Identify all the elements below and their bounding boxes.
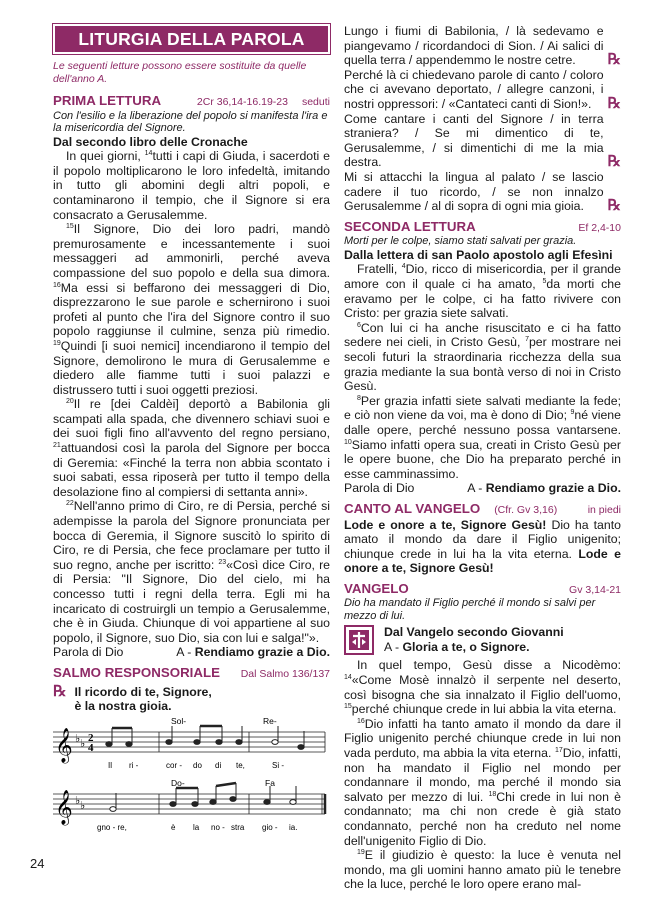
lyric: no - bbox=[211, 822, 225, 832]
intro-note: Le seguenti letture possono essere sostituite da quelle dell'anno A. bbox=[53, 60, 307, 85]
lyric: stra bbox=[231, 822, 245, 832]
response-text: Rendiamo grazie a Dio. bbox=[485, 481, 621, 496]
lyric: cor - bbox=[166, 760, 182, 770]
gospel-ref: Gv 3,14-21 bbox=[569, 583, 621, 596]
lyric: è bbox=[171, 822, 176, 832]
psalm-ref: Dal Salmo 136/137 bbox=[240, 667, 330, 680]
lyric: ri - bbox=[129, 760, 139, 770]
lyric: la bbox=[193, 822, 200, 832]
lyric: te, bbox=[236, 760, 245, 770]
lyric: Si - bbox=[272, 760, 284, 770]
second-reading-p1: Fratelli, $^4$Dio, ricco di misericordia, per il grande amore con il quale ci ha amato, $^5$da morti che eravamo per le colpe, ci ha fatto rivivere con Cristo: per grazia siete salvati. bbox=[344, 262, 621, 321]
flat-icon: ♭ bbox=[75, 731, 81, 745]
word-of-god-label: Parola di Dio bbox=[344, 481, 415, 496]
svg-text:𝄞: 𝄞 bbox=[55, 789, 73, 825]
lyric: do bbox=[193, 760, 202, 770]
psalm-stanza-3: Come cantare i canti del Signore / in terra straniera? / Se mi dimentico di te, Gerusalemme, / si dimentichi di me la mia destra. ℞ bbox=[344, 111, 621, 171]
response-symbol-icon: ℞ bbox=[607, 153, 621, 171]
first-reading-posture: seduti bbox=[301, 96, 330, 108]
gospel-response: Gloria a te, o Signore. bbox=[402, 640, 530, 655]
psalm-stanza-2: Perché là ci chiedevano parole di canto / coloro che ci avevano deportato, / allegre canzoni, i nostri oppressori: / «Cantateci canti di Sion!». ℞ bbox=[344, 67, 621, 112]
second-reading-source: Dalla lettera di san Paolo apostolo agli Efesìni bbox=[344, 247, 613, 262]
word-of-god-label: Parola di Dio bbox=[53, 645, 124, 660]
gospel-acclamation-ref: (Cfr. Gv 3,16) bbox=[494, 503, 558, 516]
psalm-stanza-1: Lungo i fiumi di Babilonia, / là sedevamo e piangevamo / ricordandoci di Sion. / Ai salici di quella terra / appendemmo le nostre cetre. ℞ bbox=[344, 24, 621, 69]
gospel-p2: $^{16}$Dio infatti ha tanto amato il mondo da dare il Figlio unigenito perché chiunque crede in lui non vada perduto, ma abbia la vita eterna. $^{17}$Dio, infatti, non ha mandato il Figlio nel mondo per condannare il mondo, ma perché il mondo sia salvato per mezzo di lui. $^{18}$Chi crede in lui non è condannato; ma chi non crede è già stato condannato, perché non ha creduto nel nome dell'unigenito Figlio di Dio. bbox=[344, 716, 621, 848]
first-reading-p4: $^{22}$Nell'anno primo di Ciro, re di Persia, perché si adempisse la parola del Signore pronunciata per bocca di Geremia, il Signore suscitò lo spirito di Ciro, re di Persia, che fece proclamare per tutto il suo regno, anche per iscritto: $^{23}$«Così dice Ciro, re di Persia: "Il Signore, Dio del cielo, mi ha concesso tutti i regni della terra. Egli mi ha incaricato di costruirgli un tempio a Gerusalemme, che è in Giuda. Chiunque di voi appartiene al suo popolo, il Signore, suo Dio, sia con lui e salga!"». bbox=[53, 499, 330, 645]
second-reading-response: Parola di Dio A - Rendiamo grazie a Dio. bbox=[344, 481, 621, 496]
svg-text:♭: ♭ bbox=[80, 798, 86, 812]
lyric: gio - bbox=[262, 822, 278, 832]
left-column bbox=[53, 24, 330, 836]
page-number: 24 bbox=[30, 856, 45, 871]
psalm-refrain bbox=[53, 682, 330, 714]
response-symbol-icon: ℞ bbox=[607, 51, 621, 69]
lyric: ia. bbox=[289, 822, 298, 832]
svg-text:♭: ♭ bbox=[75, 793, 81, 807]
gospel-book-icon bbox=[344, 625, 374, 655]
second-reading-p3: $^8$Per grazia infatti siete salvati mediante la fede; e ciò non viene da voi, ma è dono di Dio; $^9$né viene dalle opere, perché nessuno possa vantarsene. $^{10}$Siamo infatti opera sua, creati in Cristo Gesù per le opere buone, che Dio ha preparato perché in esse camminassimo. bbox=[344, 393, 621, 481]
refrain-line-2: è la nostra gioia. bbox=[74, 699, 172, 714]
gospel-acclamation-text: Lode e onore a te, Signore Gesù! Dio ha tanto amato il mondo da dare il Figlio unigenito; chiunque crede in lui ha la vita eterna. Lode e onore a te, Signore Gesù! bbox=[344, 517, 621, 576]
response-symbol-icon: ℞ bbox=[607, 197, 621, 215]
svg-text:♭: ♭ bbox=[80, 736, 86, 750]
first-reading-p2: $^{15}$Il Signore, Dio dei loro padri, mandò premurosamente e incessantemente i suoi messaggeri ad ammonirli, perché aveva compassione del suo popolo e della sua dimora. $^{16}$Ma essi si beffarono dei messaggeri di Dio, disprezzarono le sue parole e schernirono i suoi profeti al punto che l'ira del Signore contro il suo popolo raggiunse il culmine, senza più rimedio. $^{19}$Quindi [i suoi nemici] incendiarono il tempio del Signore, demolirono le mura di Gerusalemme e diedero alle fiamme tutti i suoi palazzi e distrussero tutti i suoi oggetti preziosi. bbox=[53, 222, 330, 397]
first-reading-title: PRIMA LETTURA bbox=[53, 93, 162, 108]
lyric: gno - re, bbox=[97, 822, 127, 832]
response-symbol-icon: ℞ bbox=[53, 682, 67, 700]
gospel-p3: $^{19}$E il giudizio è questo: la luce è venuta nel mondo, ma gli uomini hanno amato più le tenebre che la luce, perché le loro opere erano mal- bbox=[344, 848, 621, 892]
gospel-title: VANGELO bbox=[344, 580, 409, 596]
refrain-line-1: Il ricordo di te, Signore, bbox=[74, 684, 212, 699]
gospel-summary: Dio ha mandato il Figlio perché il mondo si salvi per mezzo di lui. bbox=[344, 597, 596, 622]
gospel-source: Dal Vangelo secondo Giovanni bbox=[384, 625, 564, 640]
response-symbol-icon: ℞ bbox=[607, 94, 621, 112]
psalm-title: SALMO RESPONSORIALE bbox=[53, 664, 220, 680]
first-reading-source: Dal secondo libro delle Cronache bbox=[53, 134, 248, 149]
lyric: di bbox=[215, 760, 222, 770]
second-reading-p2: $^6$Con lui ci ha anche risuscitato e ci ha fatto sedere nei cieli, in Cristo Gesù, $^7$per mostrare nei secoli futuri la straordinaria ricchezza della sua grazia mediante la sua bontà verso di noi in Cristo Gesù. bbox=[344, 320, 621, 394]
music-staff bbox=[53, 718, 330, 836]
first-reading-p3: $^{20}$Il re [dei Caldèi] deportò a Babilonia gli scampati alla spada, che divennero schiavi suoi e dei suoi figli fino all'avvento del regno persiano, $^{21}$attuandosi così la parola del Signore per bocca di Geremia: «Finché la terra non abbia scontato i suoi sabati, essa riposerà per tutto il tempo della desolazione fino al compiersi di settanta anni». bbox=[53, 397, 330, 499]
psalm-header bbox=[53, 666, 330, 682]
second-reading-summary: Morti per le colpe, siamo stati salvati per grazia. bbox=[344, 235, 577, 248]
first-reading-ref: 2Cr 36,14-16.19-23 bbox=[196, 96, 288, 108]
first-reading-p1: In quei giorni, $^{14}$tutti i capi di Giuda, i sacerdoti e il popolo moltiplicarono le loro infedeltà, imitando in tutto gli abomini degli altri popoli, e contaminarono il tempio, che il Signore si era consacrato a Gerusalemme. bbox=[53, 149, 331, 222]
gospel-p1: In quel tempo, Gesù disse a Nicodèmo: $^{14}$«Come Mosè innalzò il serpente nel deserto, così bisogna che sia innalzato il Figlio dell'uomo, $^{15}$perché chiunque crede in lui abbia la vita eterna. bbox=[344, 658, 621, 717]
chord-label: Re- bbox=[263, 717, 277, 726]
first-reading-header bbox=[53, 94, 330, 110]
treble-clef-icon: 𝄞 bbox=[55, 727, 73, 763]
gospel-intro: Dal Vangelo secondo Giovanni A - Gloria a te, o Signore. bbox=[344, 625, 621, 655]
gospel-acclamation-title: CANTO AL VANGELO bbox=[344, 500, 481, 516]
second-reading-header bbox=[344, 220, 621, 236]
time-sig-bottom: 4 bbox=[88, 741, 94, 754]
psalm-stanza-4: Mi si attacchi la lingua al palato / se lascio cadere il tuo ricordo, / se non innalzo Gerusalemme / al di sopra di ogni mia gioia. ℞ bbox=[344, 169, 621, 215]
first-reading-summary: Con l'esilio e la liberazione del popolo si manifesta l'ira e la misericordia del Signore. bbox=[53, 109, 328, 135]
psalm-music-score bbox=[53, 718, 330, 836]
second-reading-ref: Ef 2,4-10 bbox=[578, 221, 621, 234]
right-column bbox=[344, 24, 621, 892]
second-reading-title: SECONDA LETTURA bbox=[344, 218, 476, 234]
time-sig-top: 2 bbox=[88, 731, 94, 744]
gospel-header bbox=[344, 582, 621, 598]
first-reading-response: Parola di Dio A - Rendiamo grazie a Dio. bbox=[53, 645, 330, 660]
section-banner: LITURGIA DELLA PAROLA bbox=[53, 24, 330, 54]
lyric: Il bbox=[108, 760, 112, 770]
gospel-acclamation-posture: in piedi bbox=[587, 503, 621, 516]
chord-label: Fa bbox=[265, 777, 275, 788]
response-text: Rendiamo grazie a Dio. bbox=[194, 645, 330, 660]
chord-label: Do- bbox=[171, 777, 185, 788]
gospel-acclamation-header bbox=[344, 502, 621, 518]
chord-label: Sol- bbox=[171, 717, 187, 726]
